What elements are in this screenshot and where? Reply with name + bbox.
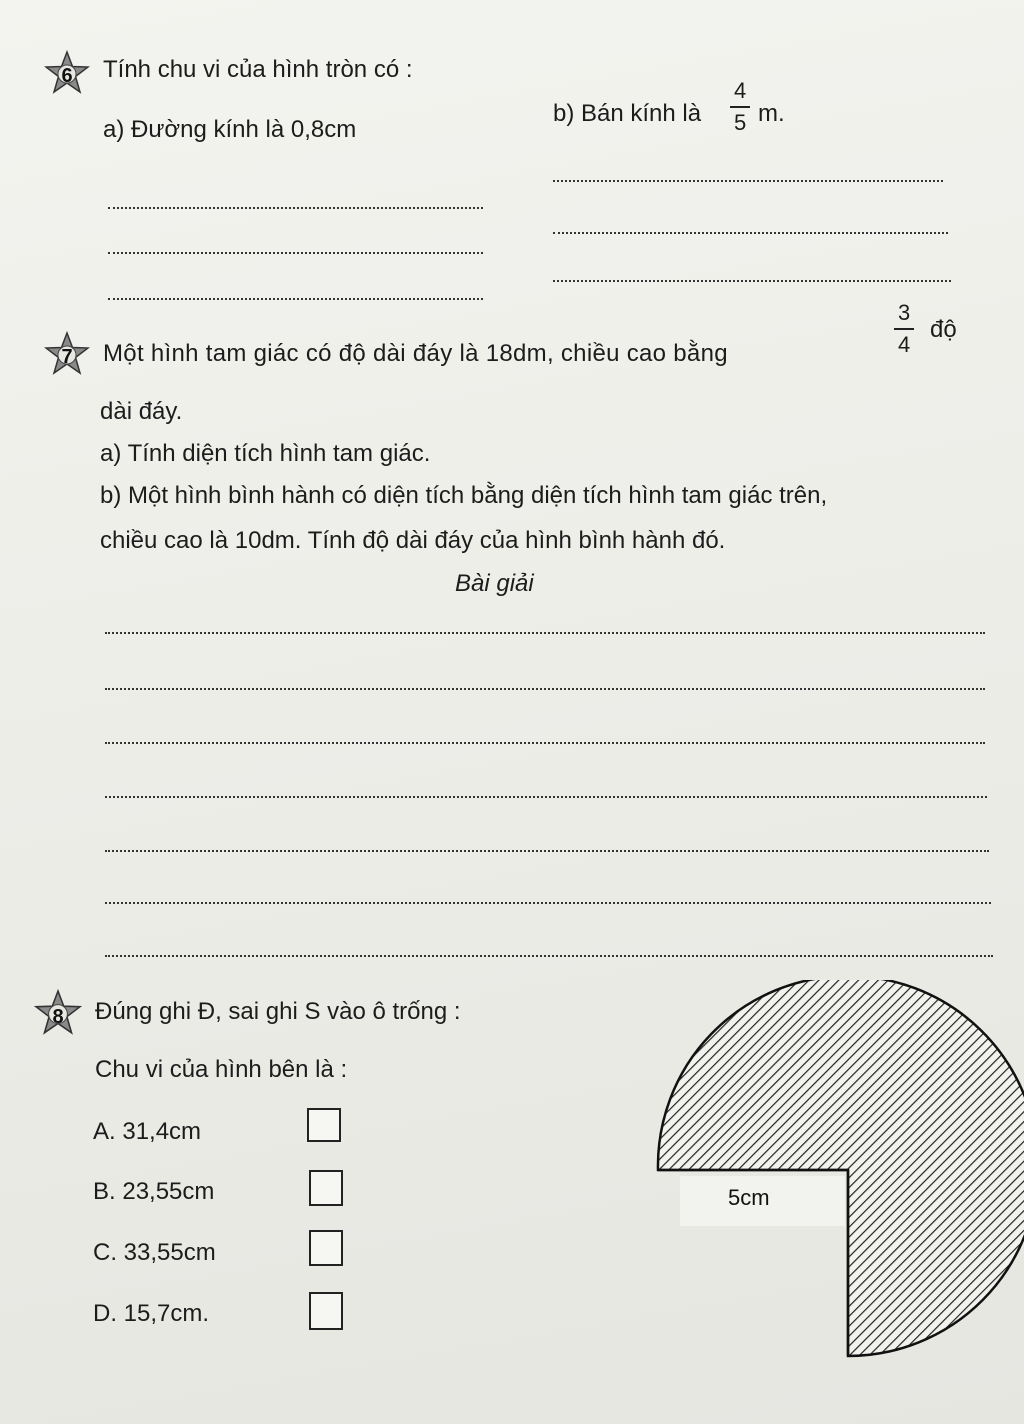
answer-line[interactable] [553, 232, 948, 234]
question-6-prompt: Tính chu vi của hình tròn có : [103, 56, 413, 83]
fraction-denominator: 5 [734, 110, 747, 135]
question-8-subprompt: Chu vi của hình bên là : [95, 1056, 348, 1083]
answer-line[interactable] [108, 207, 483, 209]
fraction-bar [730, 106, 750, 108]
option-d-checkbox[interactable] [309, 1292, 343, 1330]
fraction-bar [894, 328, 914, 330]
question-6-unit: m. [758, 100, 785, 127]
option-d-label: D. 15,7cm. [93, 1300, 210, 1327]
three-quarter-circle-figure [640, 980, 1024, 1370]
option-c-checkbox[interactable] [309, 1230, 343, 1266]
option-a-checkbox[interactable] [307, 1108, 341, 1142]
hatched-shape [658, 980, 1024, 1356]
question-7-star-badge [44, 331, 90, 377]
answer-line[interactable] [105, 688, 985, 690]
answer-line[interactable] [108, 252, 483, 254]
answer-line[interactable] [105, 796, 987, 798]
answer-line[interactable] [105, 850, 989, 852]
question-number: 8 [52, 1005, 64, 1028]
option-b-label: B. 23,55cm [93, 1178, 215, 1205]
answer-line[interactable] [105, 742, 985, 744]
fraction-numerator: 3 [898, 300, 911, 325]
solution-title: Bài giải [455, 570, 534, 597]
answer-line[interactable] [105, 955, 993, 957]
question-number: 7 [61, 345, 73, 368]
option-a-label: A. 31,4cm [93, 1118, 202, 1145]
answer-line[interactable] [105, 902, 991, 904]
question-7-part-b-line2: chiều cao là 10dm. Tính độ dài đáy của hình bình hành đó. [100, 527, 726, 554]
answer-line[interactable] [108, 298, 483, 300]
question-8-star-badge [34, 989, 82, 1037]
question-7-part-b-line1: b) Một hình bình hành có diện tích bằng diện tích hình tam giác trên, [100, 482, 828, 509]
answer-line[interactable] [553, 180, 943, 182]
option-b-checkbox[interactable] [309, 1170, 343, 1206]
answer-line[interactable] [105, 632, 985, 634]
question-7-line2: dài đáy. [100, 398, 183, 425]
radius-label: 5cm [728, 1185, 770, 1210]
fraction-denominator: 4 [898, 332, 911, 357]
option-c-label: C. 33,55cm [93, 1239, 216, 1266]
question-7-fraction [894, 300, 914, 358]
question-6-part-a: a) Đường kính là 0,8cm [103, 116, 357, 143]
question-8-prompt: Đúng ghi Đ, sai ghi S vào ô trống : [95, 998, 461, 1025]
answer-line[interactable] [553, 280, 951, 282]
question-6-star-badge [44, 50, 90, 96]
question-7-line1-end: độ [930, 316, 957, 343]
question-number: 6 [61, 64, 73, 87]
fraction-numerator: 4 [734, 78, 747, 103]
question-7-line1: Một hình tam giác có độ dài đáy là 18dm, chiều cao bằng [103, 340, 728, 367]
question-7-part-a: a) Tính diện tích hình tam giác. [100, 440, 431, 467]
question-6-fraction [730, 78, 750, 136]
question-6-part-b: b) Bán kính là [553, 100, 702, 127]
